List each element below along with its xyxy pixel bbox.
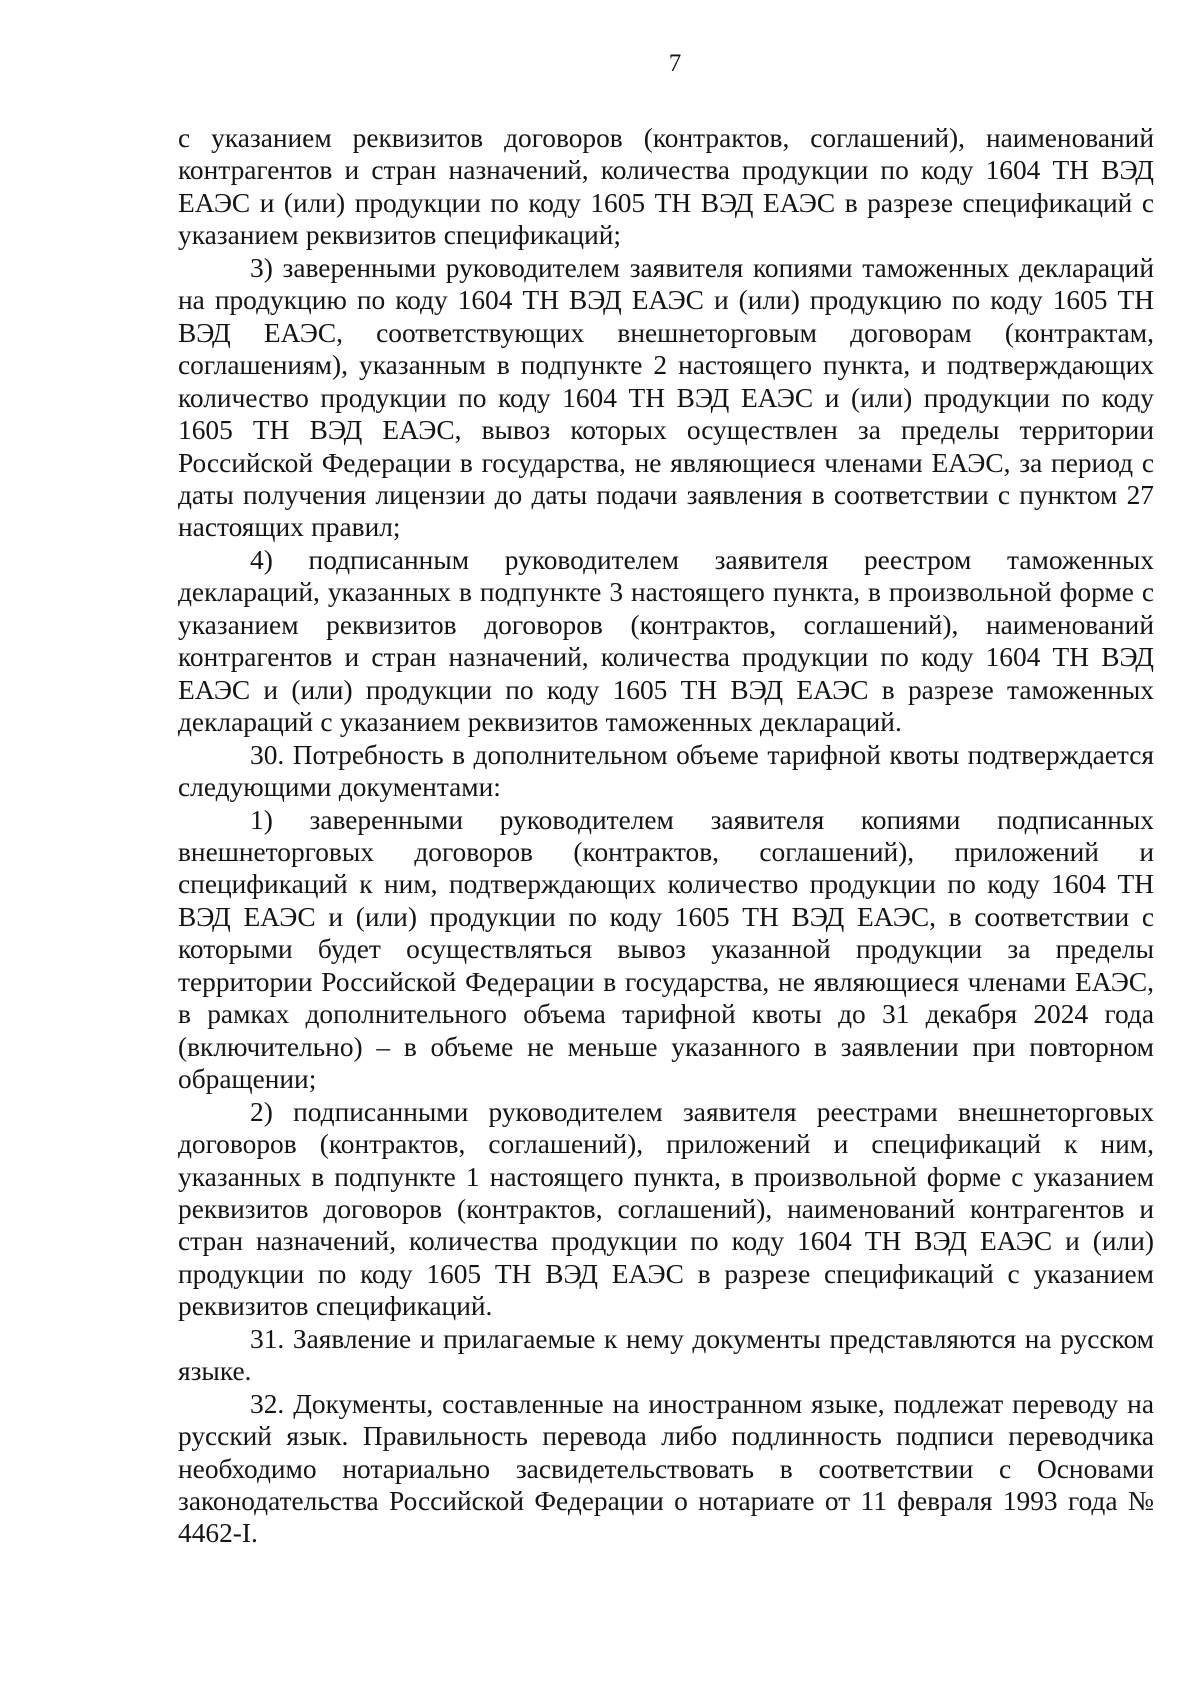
paragraph-clause-32: 32. Документы, составленные на иностранном языке, подлежат переводу на русский язык. Правильность перевода либо подлинность подписи переводчика необходимо нотариально засвидетельствовать в соответствии с Основами законодательства Российской Федерации о нотариате от 11 февраля 1993 года № 4462-I. xyxy=(178,1388,1154,1549)
paragraph-item-4: 4) подписанным руководителем заявителя реестром таможенных деклараций, указанных в подпункте 3 настоящего пункта, в произвольной форме с указанием реквизитов договоров (контрактов, соглашений), наименований контрагентов и стран назначений, количества продукции по коду 1604 ТН ВЭД ЕАЭС и (или) продукции по коду 1605 ТН ВЭД ЕАЭС в разрезе таможенных деклараций с указанием реквизитов таможенных деклараций. xyxy=(178,544,1154,738)
document-body xyxy=(178,122,1154,1550)
page-number: 7 xyxy=(668,50,682,77)
paragraph-continuation: с указанием реквизитов договоров (контрактов, соглашений), наименований контрагентов и стран назначений, количества продукции по коду 1604 ТН ВЭД ЕАЭС и (или) продукции по коду 1605 ТН ВЭД ЕАЭС в разрезе спецификаций с указанием реквизитов спецификаций; xyxy=(178,123,1154,251)
document-page xyxy=(178,48,1154,1550)
paragraph-item-3: 3) заверенными руководителем заявителя копиями таможенных деклараций на продукцию по коду 1604 ТН ВЭД ЕАЭС и (или) продукцию по коду 1605 ТН ВЭД ЕАЭС, соответствующих внешнеторговым договорам (контрактам, соглашениям), указанным в подпункте 2 настоящего пункта, и подтверждающих количество продукции по коду 1604 ТН ВЭД ЕАЭС и (или) продукции по коду 1605 ТН ВЭД ЕАЭС, вывоз которых осуществлен за пределы территории Российской Федерации в государства, не являющиеся членами ЕАЭС, за период с даты получения лицензии до даты подачи заявления в соответствии с пунктом 27 настоящих правил; xyxy=(178,252,1154,543)
paragraph-clause-30-item-1: 1) заверенными руководителем заявителя копиями подписанных внешнеторговых договоров (контрактов, соглашений), приложений и спецификаций к ним, подтверждающих количество продукции по коду 1604 ТН ВЭД ЕАЭС и (или) продукции по коду 1605 ТН ВЭД ЕАЭС, в соответствии с которыми будет осуществляться вывоз указанной продукции за пределы территории Российской Федерации в государства, не являющиеся членами ЕАЭС, в рамках дополнительного объема тарифной квоты до 31 декабря 2024 года (включительно) – в объеме не меньше указанного в заявлении при повторном обращении; xyxy=(178,804,1154,1095)
paragraph-clause-30-item-2: 2) подписанными руководителем заявителя реестрами внешнеторговых договоров (контрактов, соглашений), приложений и спецификаций к ним, указанных в подпункте 1 настоящего пункта, в произвольной форме с указанием реквизитов договоров (контрактов, соглашений), наименований контрагентов и стран назначений, количества продукции по коду 1604 ТН ВЭД ЕАЭС и (или) продукции по коду 1605 ТН ВЭД ЕАЭС в разрезе спецификаций с указанием реквизитов спецификаций. xyxy=(178,1096,1154,1322)
paragraph-clause-30: 30. Потребность в дополнительном объеме тарифной квоты подтверждается следующими документами: xyxy=(178,739,1154,803)
paragraph-clause-31: 31. Заявление и прилагаемые к нему документы представляются на русском языке. xyxy=(178,1323,1154,1387)
